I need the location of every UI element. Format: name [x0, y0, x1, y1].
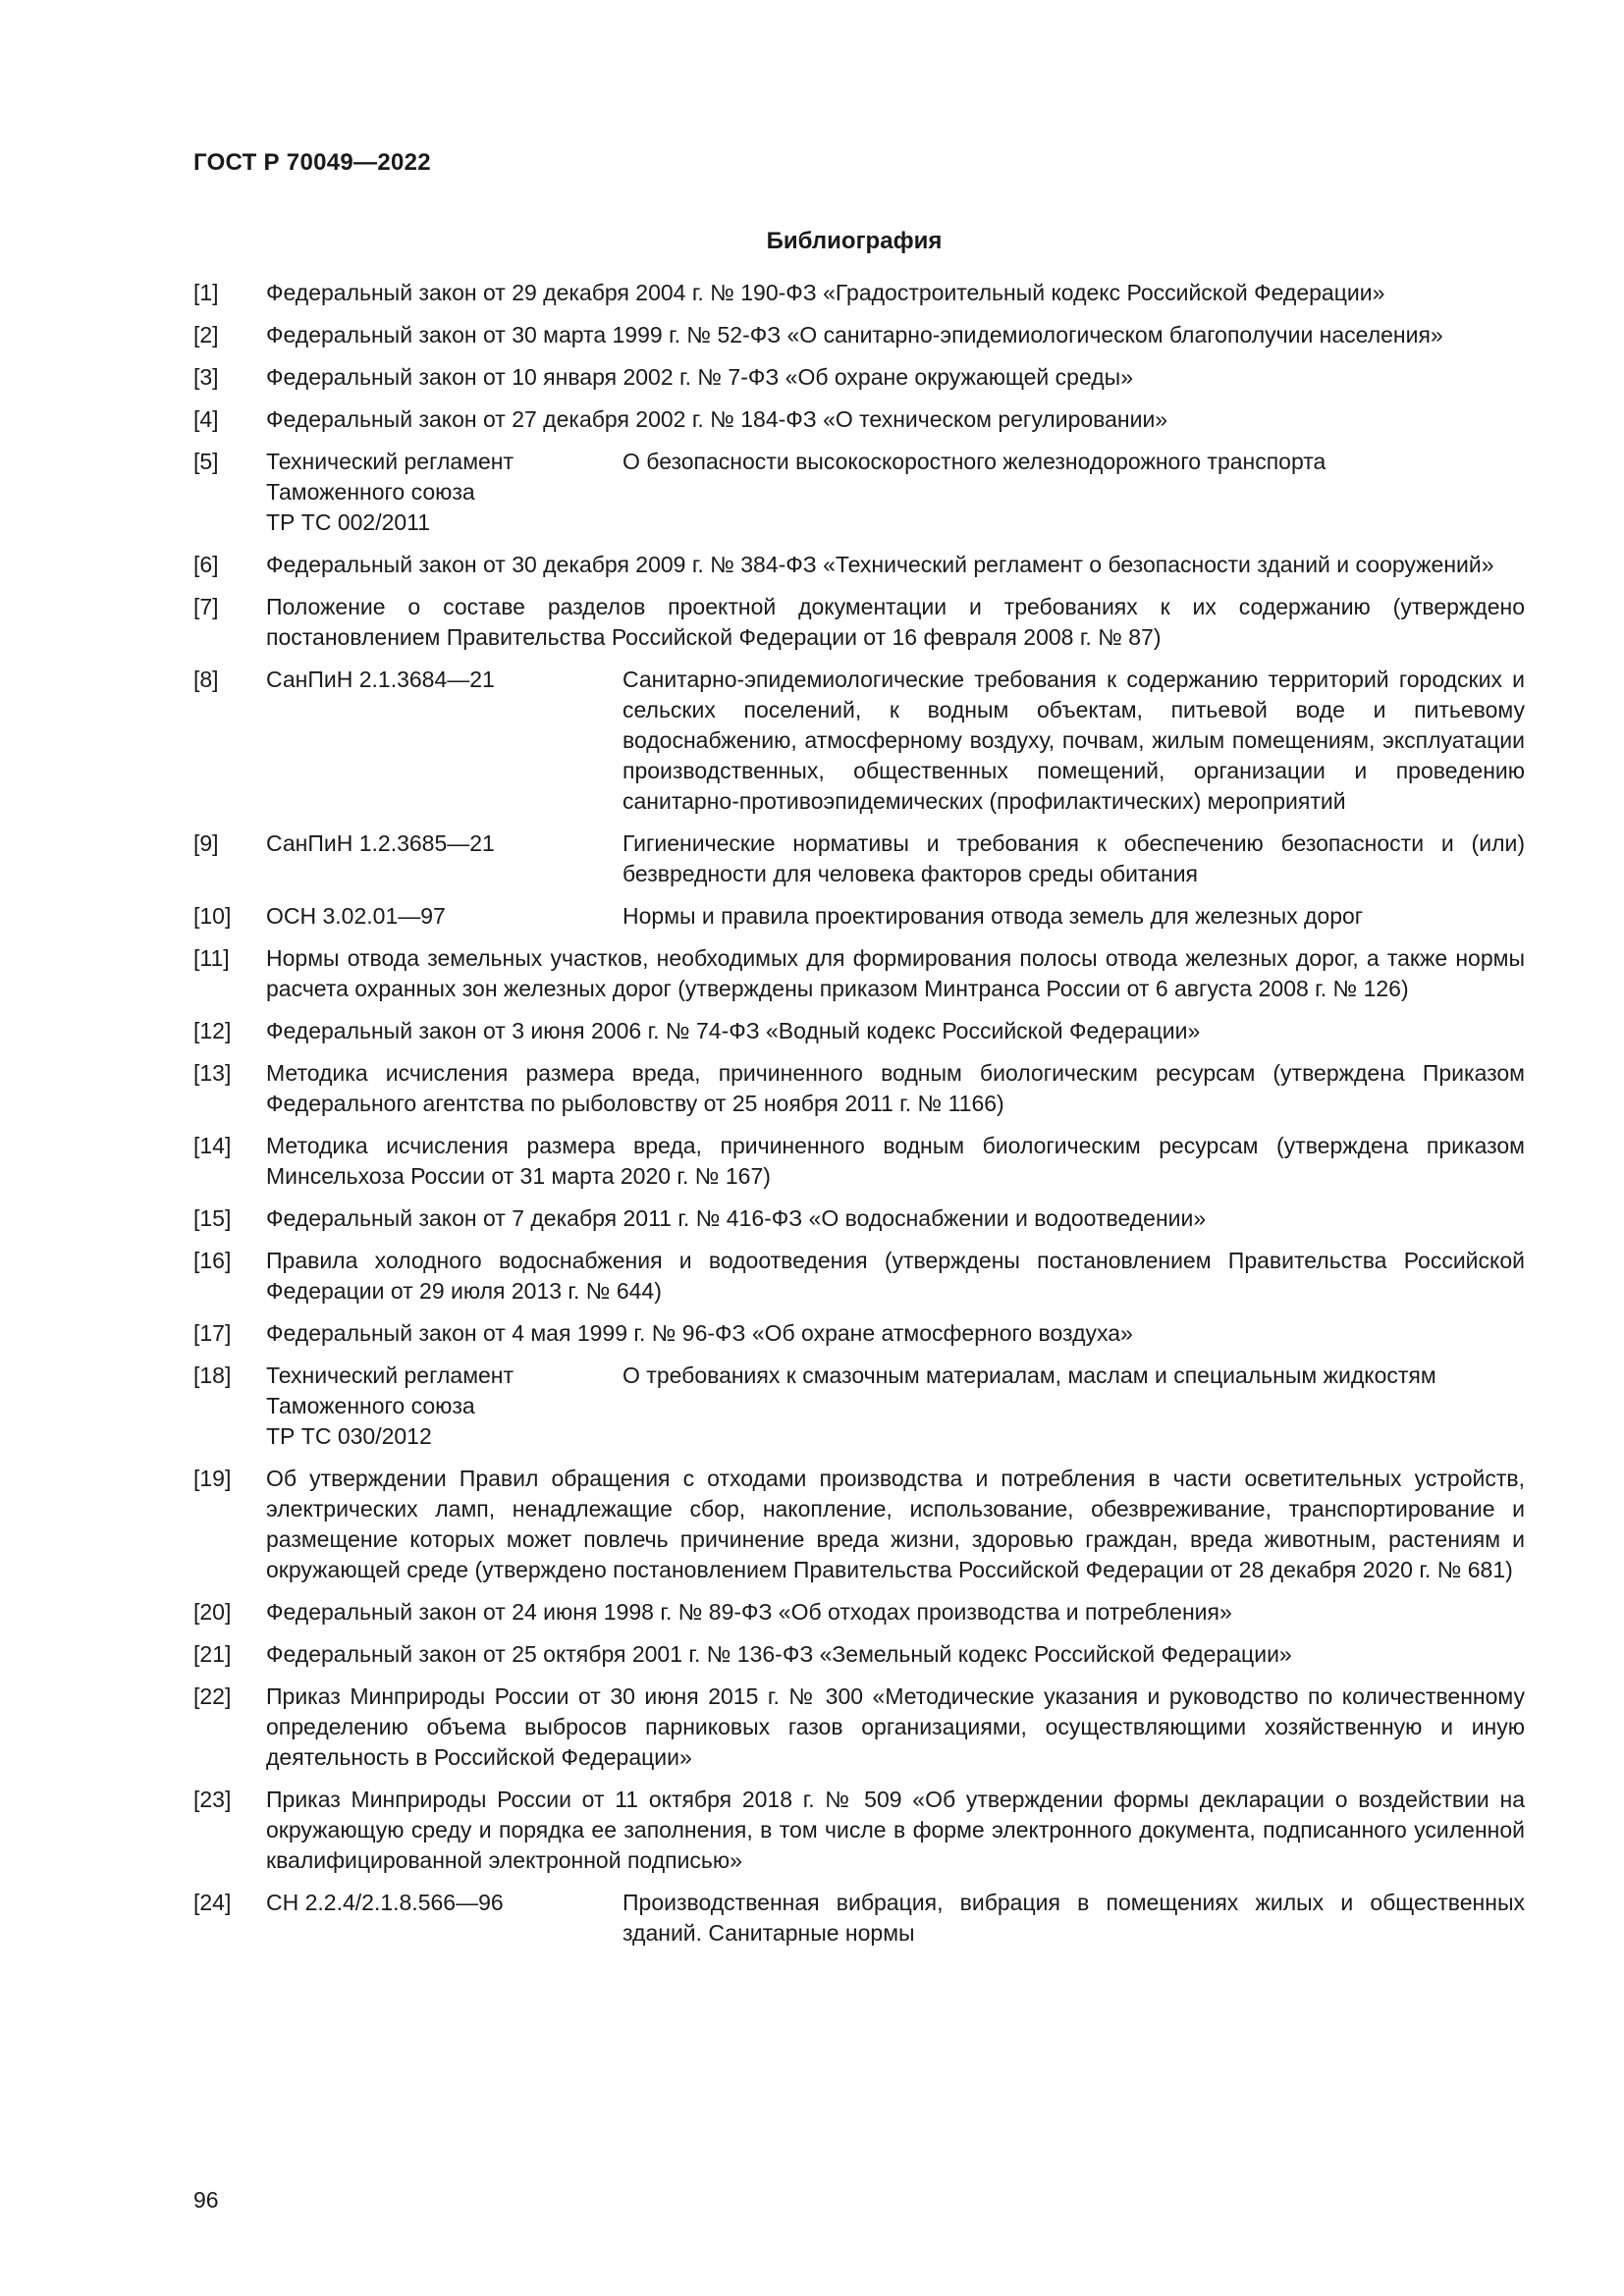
entry-designation: СН 2.2.4/2.1.8.566—96	[266, 1890, 504, 1915]
bibliography-entry	[193, 278, 1525, 308]
bibliography-entry	[193, 1318, 1525, 1349]
entry-text: Федеральный закон от 29 декабря 2004 г. № 190-ФЗ «Градостроительный кодекс Российской Федерации»	[266, 280, 1385, 305]
entry-text: Федеральный закон от 24 июня 1998 г. № 89-ФЗ «Об отходах производства и потребления»	[266, 1599, 1232, 1625]
entry-number: [2]	[193, 322, 219, 347]
entry-text: Приказ Минприроды России от 30 июня 2015 г. № 300 «Методические указания и руководство по количественному определению объема выбросов парниковых газов организациями, осуществляющими хозяйственную и иную деятельность в Российской Федерации»	[266, 1683, 1525, 1770]
entry-text: Федеральный закон от 27 декабря 2002 г. № 184-ФЗ «О техническом регулировании»	[266, 406, 1168, 432]
entry-title: Нормы и правила проектирования отвода земель для железных дорог	[623, 903, 1364, 929]
entry-number: [17]	[193, 1320, 232, 1346]
entry-text: Приказ Минприроды России от 11 октября 2018 г. № 509 «Об утверждении формы декларации о воздействии на окружающую среду и порядка ее заполнения, в том числе в форме электронного документа, подписанного усиленной квалифицированной электронной подписью»	[266, 1787, 1525, 1873]
entry-text: Методика исчисления размера вреда, причиненного водным биологическим ресурсам (утверждена приказом Минсельхоза России от 31 марта 2020 г. № 167)	[266, 1133, 1525, 1189]
entry-title: Гигиенические нормативы и требования к обеспечению безопасности и (или) безвредности для человека факторов среды обитания	[623, 830, 1525, 886]
entry-number: [7]	[193, 594, 219, 619]
entry-number: [14]	[193, 1133, 232, 1158]
bibliography-entry	[193, 447, 1525, 538]
entry-text: Федеральный закон от 7 декабря 2011 г. № 416-ФЗ «О водоснабжении и водоотведении»	[266, 1205, 1207, 1231]
entry-text: Об утверждении Правил обращения с отходами производства и потребления в части осветительных устройств, электрических ламп, ненадлежащие сбор, накопление, использование, обезвреживание, транспортирование и размещение которых может повлечь причинение вреда жизни, здоровью граждан, вреда животным, растениям и окружающей среде (утверждено постановлением Правительства Российской Федерации от 28 декабря 2020 г. № 681)	[266, 1466, 1525, 1582]
entry-number: [23]	[193, 1787, 232, 1812]
bibliography-entry	[193, 1888, 1525, 1949]
section-title: Библиография	[766, 228, 943, 254]
bibliography-entry	[193, 1597, 1525, 1628]
entry-designation: Технический регламент Таможенного союза ТР ТС 002/2011	[266, 449, 514, 535]
bibliography-entry	[193, 828, 1525, 889]
entry-text: Федеральный закон от 30 марта 1999 г. № 52-ФЗ «О санитарно-эпидемиологическом благополучии населения»	[266, 322, 1443, 347]
bibliography-entry	[193, 362, 1525, 393]
bibliography-entry	[193, 1639, 1525, 1670]
entry-number: [11]	[193, 945, 230, 971]
entry-number: [10]	[193, 903, 232, 929]
entry-text: Федеральный закон от 10 января 2002 г. № 7-ФЗ «Об охране окружающей среды»	[266, 364, 1133, 390]
entry-number: [6]	[193, 552, 219, 577]
entry-number: [15]	[193, 1205, 232, 1231]
bibliography-entry	[193, 1246, 1525, 1307]
entry-number: [1]	[193, 280, 219, 305]
entry-title: Санитарно-эпидемиологические требования к содержанию территорий городских и сельских поселений, к водным объектам, питьевой воде и питьевому водоснабжению, атмосферному воздуху, почвам, жилым помещениям, эксплуатации производственных, общественных помещений, организации и проведению санитарно-противоэпидемических (профилактических) мероприятий	[623, 667, 1525, 814]
entry-number: [24]	[193, 1890, 232, 1915]
entry-text: Федеральный закон от 25 октября 2001 г. № 136-ФЗ «Земельный кодекс Российской Федерации»	[266, 1641, 1292, 1667]
bibliography-entry	[193, 1785, 1525, 1876]
entry-title: О требованиях к смазочным материалам, маслам и специальным жидкостям	[623, 1362, 1436, 1388]
entry-number: [20]	[193, 1599, 232, 1625]
bibliography-entry	[193, 1058, 1525, 1119]
entry-number: [4]	[193, 406, 219, 432]
bibliography-entry	[193, 1682, 1525, 1773]
bibliography-entry	[193, 943, 1525, 1004]
bibliography-list	[193, 278, 1525, 1960]
entry-title: О безопасности высокоскоростного железнодорожного транспорта	[623, 449, 1326, 474]
bibliography-entry	[193, 1361, 1525, 1452]
bibliography-entry	[193, 592, 1525, 653]
entry-number: [5]	[193, 449, 219, 474]
bibliography-entry	[193, 404, 1525, 435]
entry-text: Нормы отвода земельных участков, необходимых для формирования полосы отвода железных дорог, а также нормы расчета охранных зон железных дорог (утверждены приказом Минтранса России от 6 августа 2008 г. № 126)	[266, 945, 1525, 1001]
entry-designation: СанПиН 1.2.3685—21	[266, 830, 495, 856]
entry-number: [16]	[193, 1248, 232, 1273]
entry-number: [8]	[193, 667, 219, 692]
entry-number: [18]	[193, 1362, 232, 1388]
entry-number: [21]	[193, 1641, 232, 1667]
bibliography-entry	[193, 320, 1525, 350]
entry-text: Методика исчисления размера вреда, причиненного водным биологическим ресурсам (утверждена Приказом Федерального агентства по рыболовству от 25 ноября 2011 г. № 1166)	[266, 1060, 1525, 1116]
bibliography-entry	[193, 550, 1525, 580]
entry-designation: СанПиН 2.1.3684—21	[266, 667, 495, 692]
entry-number: [3]	[193, 364, 219, 390]
entry-number: [9]	[193, 830, 219, 856]
entry-number: [19]	[193, 1466, 232, 1491]
entry-text: Федеральный закон от 3 июня 2006 г. № 74-ФЗ «Водный кодекс Российской Федерации»	[266, 1018, 1201, 1043]
entry-designation: Технический регламент Таможенного союза ТР ТС 030/2012	[266, 1362, 514, 1449]
document-code: ГОСТ Р 70049—2022	[193, 149, 431, 176]
page-number: 96	[193, 2187, 219, 2213]
entry-number: [22]	[193, 1683, 232, 1709]
entry-designation: ОСН 3.02.01—97	[266, 903, 446, 929]
bibliography-entry	[193, 1464, 1525, 1585]
bibliography-entry	[193, 1203, 1525, 1234]
entry-text: Правила холодного водоснабжения и водоотведения (утверждены постановлением Правительства Российской Федерации от 29 июля 2013 г. № 644)	[266, 1248, 1525, 1304]
entry-title: Производственная вибрация, вибрация в помещениях жилых и общественных зданий. Санитарные нормы	[623, 1890, 1525, 1946]
bibliography-entry	[193, 901, 1525, 932]
entry-text: Федеральный закон от 30 декабря 2009 г. № 384-ФЗ «Технический регламент о безопасности зданий и сооружений»	[266, 552, 1494, 577]
bibliography-entry	[193, 1131, 1525, 1192]
bibliography-entry	[193, 665, 1525, 817]
bibliography-entry	[193, 1016, 1525, 1046]
entry-text: Положение о составе разделов проектной документации и требованиях к их содержанию (утверждено постановлением Правительства Российской Федерации от 16 февраля 2008 г. № 87)	[266, 594, 1525, 650]
entry-text: Федеральный закон от 4 мая 1999 г. № 96-ФЗ «Об охране атмосферного воздуха»	[266, 1320, 1133, 1346]
entry-number: [13]	[193, 1060, 232, 1086]
entry-number: [12]	[193, 1018, 232, 1043]
